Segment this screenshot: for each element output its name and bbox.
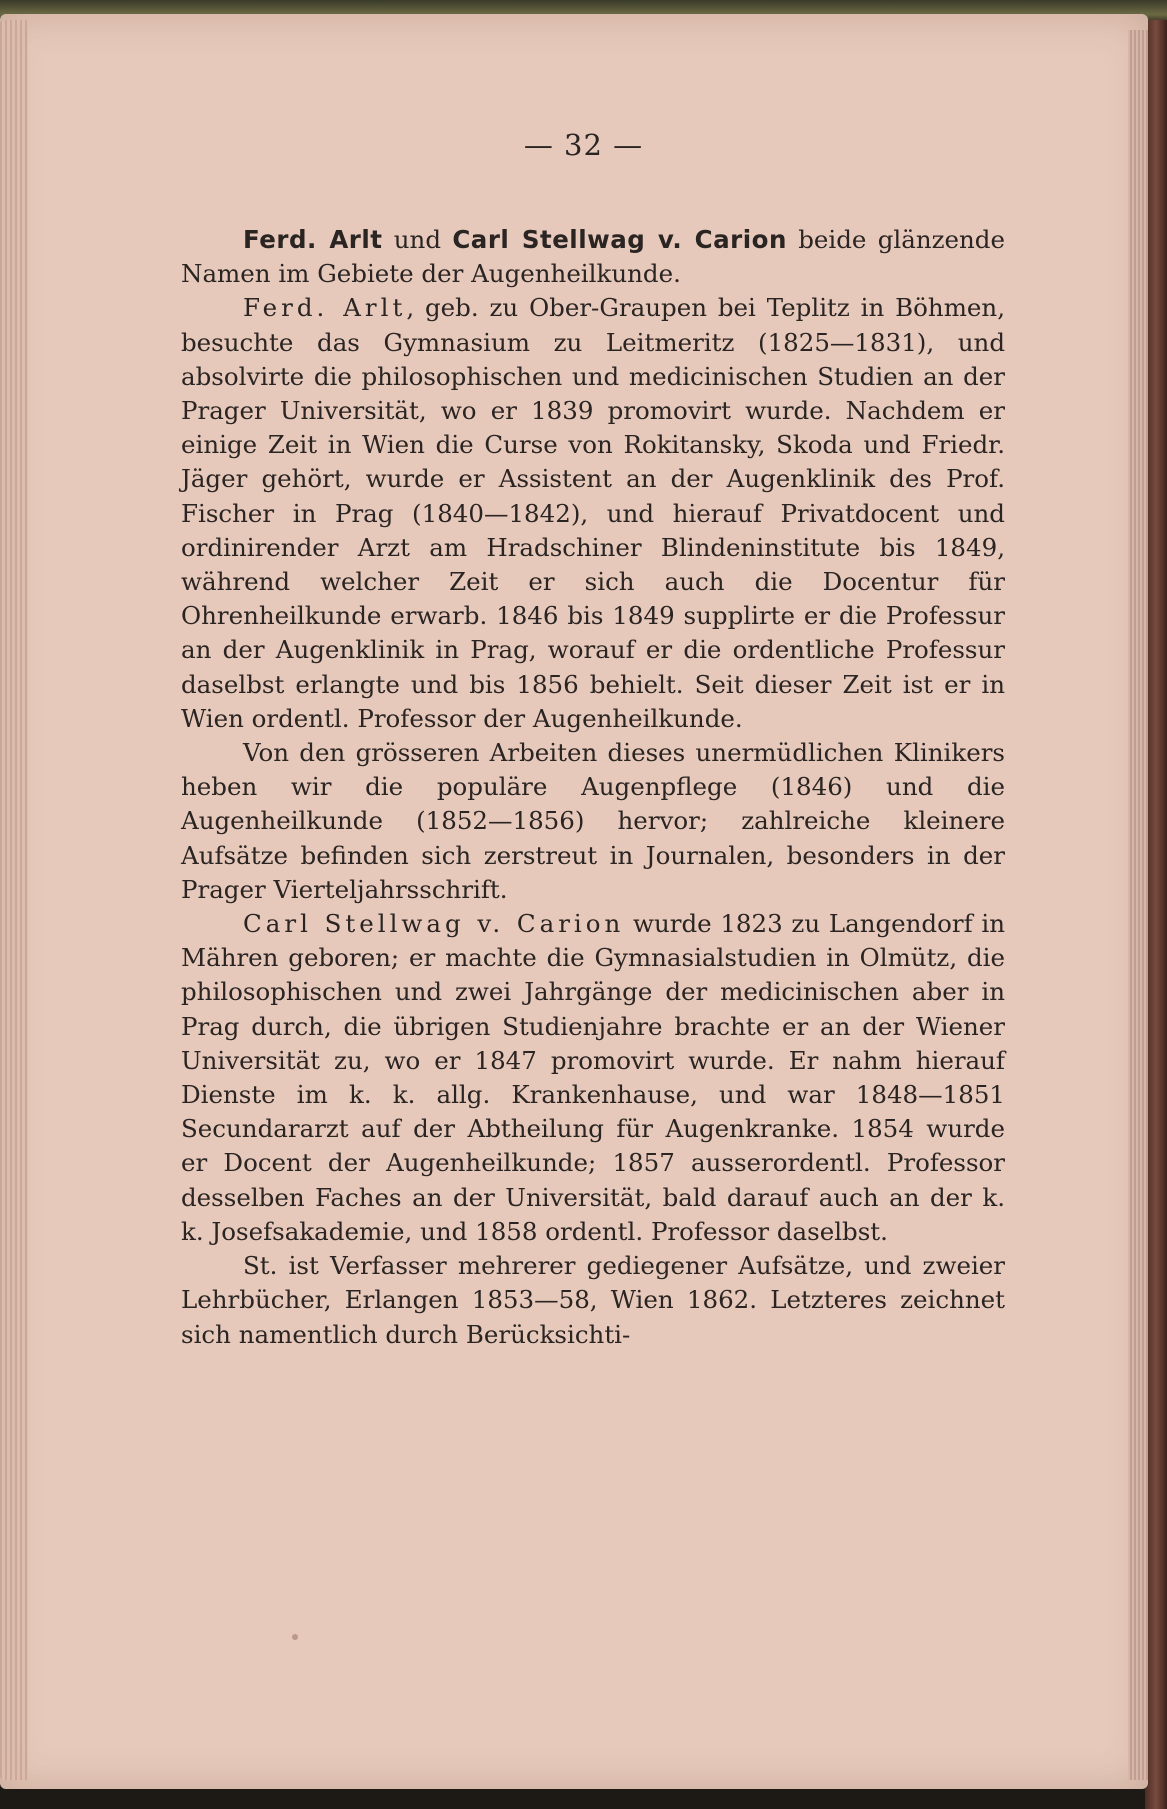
page-number: — 32 — bbox=[523, 128, 644, 162]
intro-text: beide glänzende Namen im Gebiete der Augenheilkunde. bbox=[181, 225, 1005, 289]
arlt-bio-text: , geb. zu Ober-Graupen bei Teplitz in Böhmen, besuchte das Gymnasium zu Leitmeritz (1825—1831), und absolvirte die philosophischen und medicinischen Studien an der Prager Universität, wo er 1839 promovirt wurde. Nachdem er einige Zeit in Wien die Curse von Rokitansky, Skoda und Friedr. Jäger gehört, wurde er Assistent an der Augenklinik des Prof. Fischer in Prag (1840—1842), und hierauf Privatdocent und ordinirender Arzt am Hradschiner Blindeninstitute bis 1849, während welcher Zeit er sich auch die Docentur für Ohrenheilkunde erwarb. 1846 bis 1849 supplirte er die Professur an der Augenklinik in Prag, worauf er die ordentliche Professur daselbst erlangte und bis 1856 behielt. Seit dieser Zeit ist er in Wien ordentl. Professor der Augenheilkunde. bbox=[181, 293, 1005, 733]
book-cover-edge bbox=[1145, 20, 1167, 1809]
page-spot bbox=[292, 1634, 298, 1640]
paragraph-arlt-works bbox=[181, 736, 1005, 907]
name-stellwag: Carl Stellwag v. Carion bbox=[243, 909, 625, 939]
name-arlt: Ferd. Arlt bbox=[243, 293, 407, 323]
paragraph-intro bbox=[181, 223, 1005, 291]
name-arlt-heading: Ferd. Arlt bbox=[243, 225, 383, 254]
page-stack-right bbox=[1128, 30, 1148, 1780]
stellwag-bio-text: wurde 1823 zu Langendorf in Mähren geboren; er machte die Gymnasialstudien in Olmütz, die philosophischen und zwei Jahrgänge der medicinischen aber in Prag durch, die übrigen Studienjahre brachte er an der Wiener Universität zu, wo er 1847 promovirt wurde. Er nahm hierauf Dienste im k. k. allg. Krankenhause, und war 1848—1851 Secundararzt auf der Abtheilung für Augenkranke. 1854 wurde er Docent der Augenheilkunde; 1857 ausserordentl. Professor desselben Faches an der Universität, bald darauf auch an der k. k. Josefsakademie, und 1858 ordentl. Professor daselbst. bbox=[181, 909, 1005, 1246]
stellwag-works-text: St. ist Verfasser mehrerer gediegener Aufsätze, und zweier Lehrbücher, Erlangen 1853—58, Wien 1862. Letzteres zeichnet sich namentlich durch Berücksichti- bbox=[181, 1251, 1005, 1349]
paragraph-arlt-bio bbox=[181, 291, 1005, 736]
conjunction: und bbox=[382, 225, 453, 254]
paragraph-stellwag-works bbox=[181, 1249, 1005, 1352]
page-body bbox=[181, 223, 1005, 1352]
arlt-works-text: Von den grösseren Arbeiten dieses unermüdlichen Klinikers heben wir die populäre Augenpflege (1846) und die Augenheilkunde (1852—1856) hervor; zahlreiche kleinere Aufsätze befinden sich zerstreut in Journalen, besonders in der Prager Vierteljahrsschrift. bbox=[181, 738, 1005, 904]
page-stack-left bbox=[0, 20, 28, 1780]
name-stellwag-heading: Carl Stellwag v. Carion bbox=[452, 225, 787, 254]
paragraph-stellwag-bio bbox=[181, 907, 1005, 1249]
